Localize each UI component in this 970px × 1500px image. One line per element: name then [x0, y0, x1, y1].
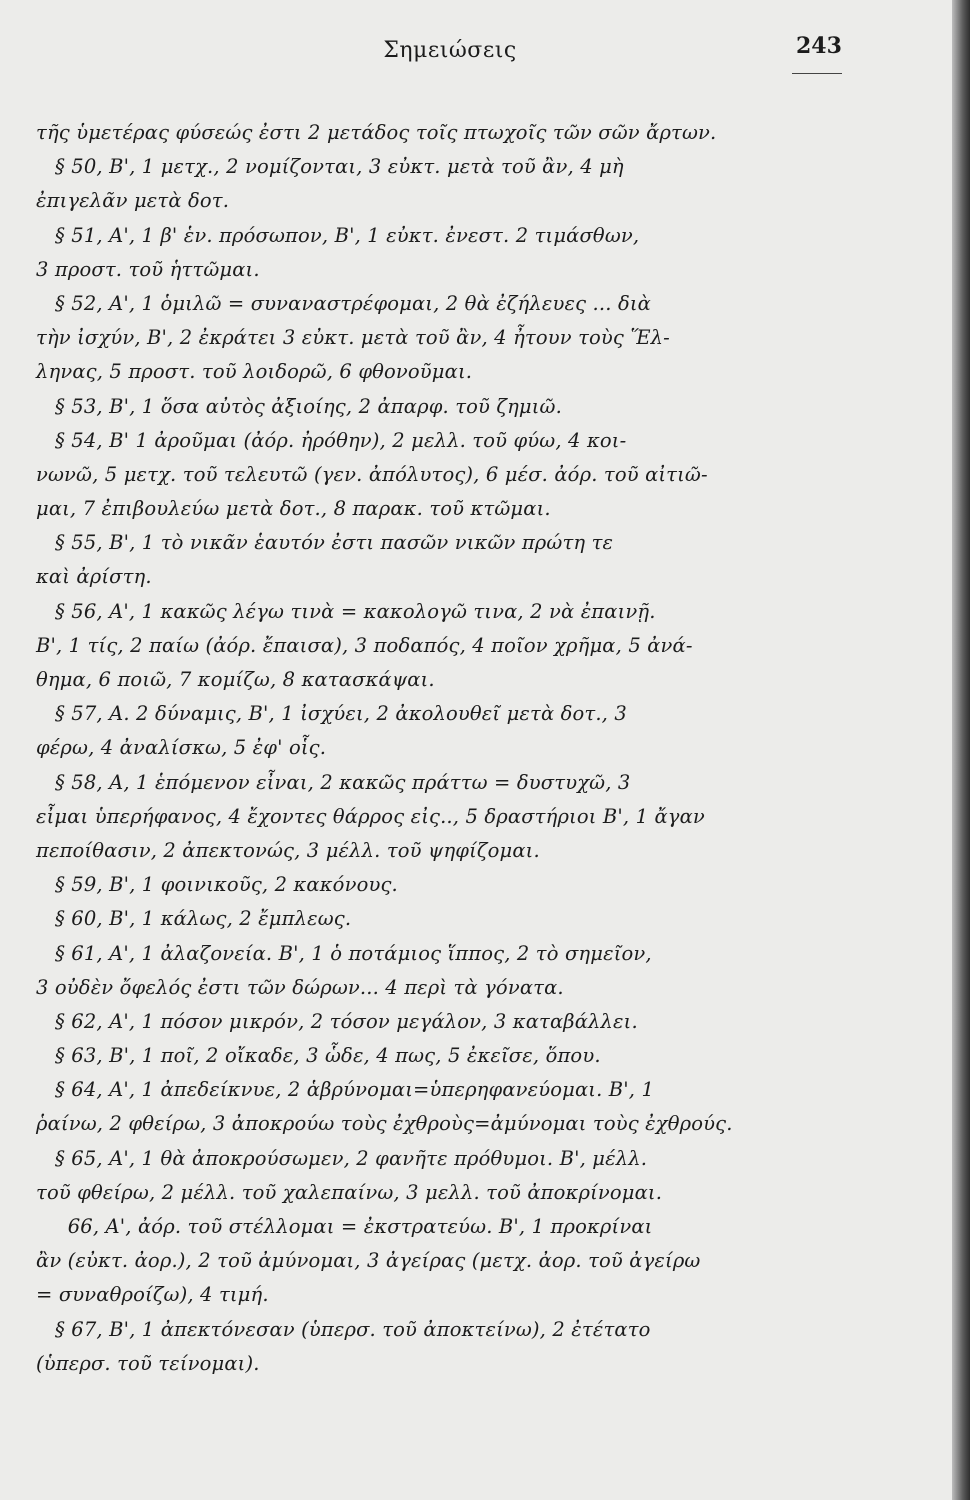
text-line: ληνας, 5 προστ. τοῦ λοιδορῶ, 6 φθονοῦμαι.: [36, 360, 473, 384]
header-rule: [792, 73, 842, 74]
text-line: ἐπιγελᾶν μετὰ δοτ.: [36, 189, 230, 213]
text-line: μαι, 7 ἐπιβουλεύω μετὰ δοτ., 8 παρακ. τοῦ κτῶμαι.: [36, 497, 551, 521]
text-line: 66, Α', ἀόρ. τοῦ στέλλομαι = ἐκστρατεύω. Β', 1 προκρίναι: [36, 1215, 653, 1238]
text-line: § 57, Α. 2 δύναμις, Β', 1 ἰσχύει, 2 ἀκολουθεῖ μετὰ δοτ., 3: [36, 702, 627, 726]
text-line: § 52, Α', 1 ὁμιλῶ = συναναστρέφομαι, 2 θὰ ἐζήλευες ... διὰ: [36, 291, 651, 315]
text-line: § 63, Β', 1 ποῖ, 2 οἴκαδε, 3 ὧδε, 4 πως, 5 ἐκεῖσε, ὅπου.: [36, 1044, 601, 1068]
text-line: νωνῶ, 5 μετχ. τοῦ τελευτῶ (γεν. ἀπόλυτος), 6 μέσ. ἀόρ. τοῦ αἰτιῶ-: [36, 462, 708, 486]
text-line: § 58, Α, 1 ἑπόμενον εἶναι, 2 κακῶς πράττω = δυστυχῶ, 3: [36, 770, 631, 794]
text-line: ἂν (εὐκτ. ἀορ.), 2 τοῦ ἀμύνομαι, 3 ἀγείρας (μετχ. ἀορ. τοῦ ἀγείρω: [36, 1249, 701, 1273]
text-line: τῆς ὑμετέρας φύσεώς ἐστι 2 μετάδος τοῖς πτωχοῖς τῶν σῶν ἄρτων.: [36, 121, 717, 144]
text-line: § 50, Β', 1 μετχ., 2 νομίζονται, 3 εὐκτ. μετὰ τοῦ ἂν, 4 μὴ: [36, 155, 624, 179]
text-line: ῥαίνω, 2 φθείρω, 3 ἀποκρούω τοὺς ἐχθροὺς=ἀμύνομαι τοὺς ἐχθρούς.: [36, 1112, 733, 1136]
text-line: (ὑπερσ. τοῦ τείνομαι).: [36, 1351, 260, 1375]
text-line: § 61, Α', 1 ἀλαζονεία. Β', 1 ὁ ποτάμιος ἵππος, 2 τὸ σημεῖον,: [36, 941, 652, 965]
text-line: § 59, Β', 1 φοινικοῦς, 2 κακόνους.: [36, 873, 398, 897]
text-line: φέρω, 4 ἀναλίσκω, 5 ἐφ' οἷς.: [36, 736, 327, 760]
text-line: § 51, Α', 1 β' ἑν. πρόσωπον, Β', 1 εὐκτ. ἐνεστ. 2 τιμάσθων,: [36, 223, 640, 247]
text-line: § 67, Β', 1 ἀπεκτόνεσαν (ὑπερσ. τοῦ ἀποκτείνω), 2 ἐτέτατο: [36, 1317, 651, 1341]
text-line: τὴν ἰσχύν, Β', 2 ἐκράτει 3 εὐκτ. μετὰ τοῦ ἂν, 4 ἦτουν τοὺς Ἕλ-: [36, 326, 670, 350]
text-line: 3 οὐδὲν ὄφελός ἐστι τῶν δώρων... 4 περὶ τὰ γόνατα.: [36, 975, 564, 999]
text-line: § 55, Β', 1 τὸ νικᾶν ἑαυτόν ἐστι πασῶν νικῶν πρώτη τε: [36, 531, 614, 555]
page-number: 243: [796, 33, 842, 59]
text-line: § 54, Β' 1 ἀροῦμαι (ἀόρ. ἠρόθην), 2 μελλ. τοῦ φύω, 4 κοι-: [36, 428, 627, 452]
text-line: θημα, 6 ποιῶ, 7 κομίζω, 8 κατασκάψαι.: [36, 668, 435, 691]
text-line: καὶ ἀρίστη.: [36, 565, 152, 589]
text-line: § 62, Α', 1 πόσον μικρόν, 2 τόσον μεγάλον, 3 καταβάλλει.: [36, 1009, 638, 1033]
text-line: εἶμαι ὑπερήφανος, 4 ἔχοντες θάρρος εἰς.., 5 δραστήριοι Β', 1 ἄγαν: [36, 804, 705, 828]
page-edge-shadow: [952, 0, 970, 1500]
text-line: § 65, Α', 1 θὰ ἀποκρούσωμεν, 2 φανῆτε πρόθυμοι. Β', μέλλ.: [36, 1146, 648, 1170]
text-line: πεποίθασιν, 2 ἀπεκτονώς, 3 μέλλ. τοῦ ψηφίζομαι.: [36, 838, 540, 862]
running-header: Σημειώσεις: [383, 38, 517, 63]
text-line: § 53, Β', 1 ὅσα αὐτὸς ἀξιοίης, 2 ἀπαρφ. τοῦ ζημιῶ.: [36, 394, 562, 418]
text-line: = συναθροίζω), 4 τιμή.: [36, 1283, 269, 1307]
text-line: § 64, Α', 1 ἀπεδείκνυε, 2 ἁβρύνομαι=ὑπερηφανεύομαι. Β', 1: [36, 1078, 655, 1102]
text-line: τοῦ φθείρω, 2 μέλλ. τοῦ χαλεπαίνω, 3 μελλ. τοῦ ἀποκρίνομαι.: [36, 1180, 663, 1204]
notes-body: [36, 116, 856, 1381]
text-line: 3 προστ. τοῦ ἡττῶμαι.: [36, 257, 260, 281]
text-line: Β', 1 τίς, 2 παίω (ἀόρ. ἔπαισα), 3 ποδαπός, 4 ποῖον χρῆμα, 5 ἀνά-: [36, 633, 693, 657]
text-line: § 56, Α', 1 κακῶς λέγω τινὰ = κακολογῶ τινα, 2 νὰ ἐπαινῇ.: [36, 599, 656, 623]
text-line: § 60, Β', 1 κάλως, 2 ἔμπλεως.: [36, 907, 352, 931]
